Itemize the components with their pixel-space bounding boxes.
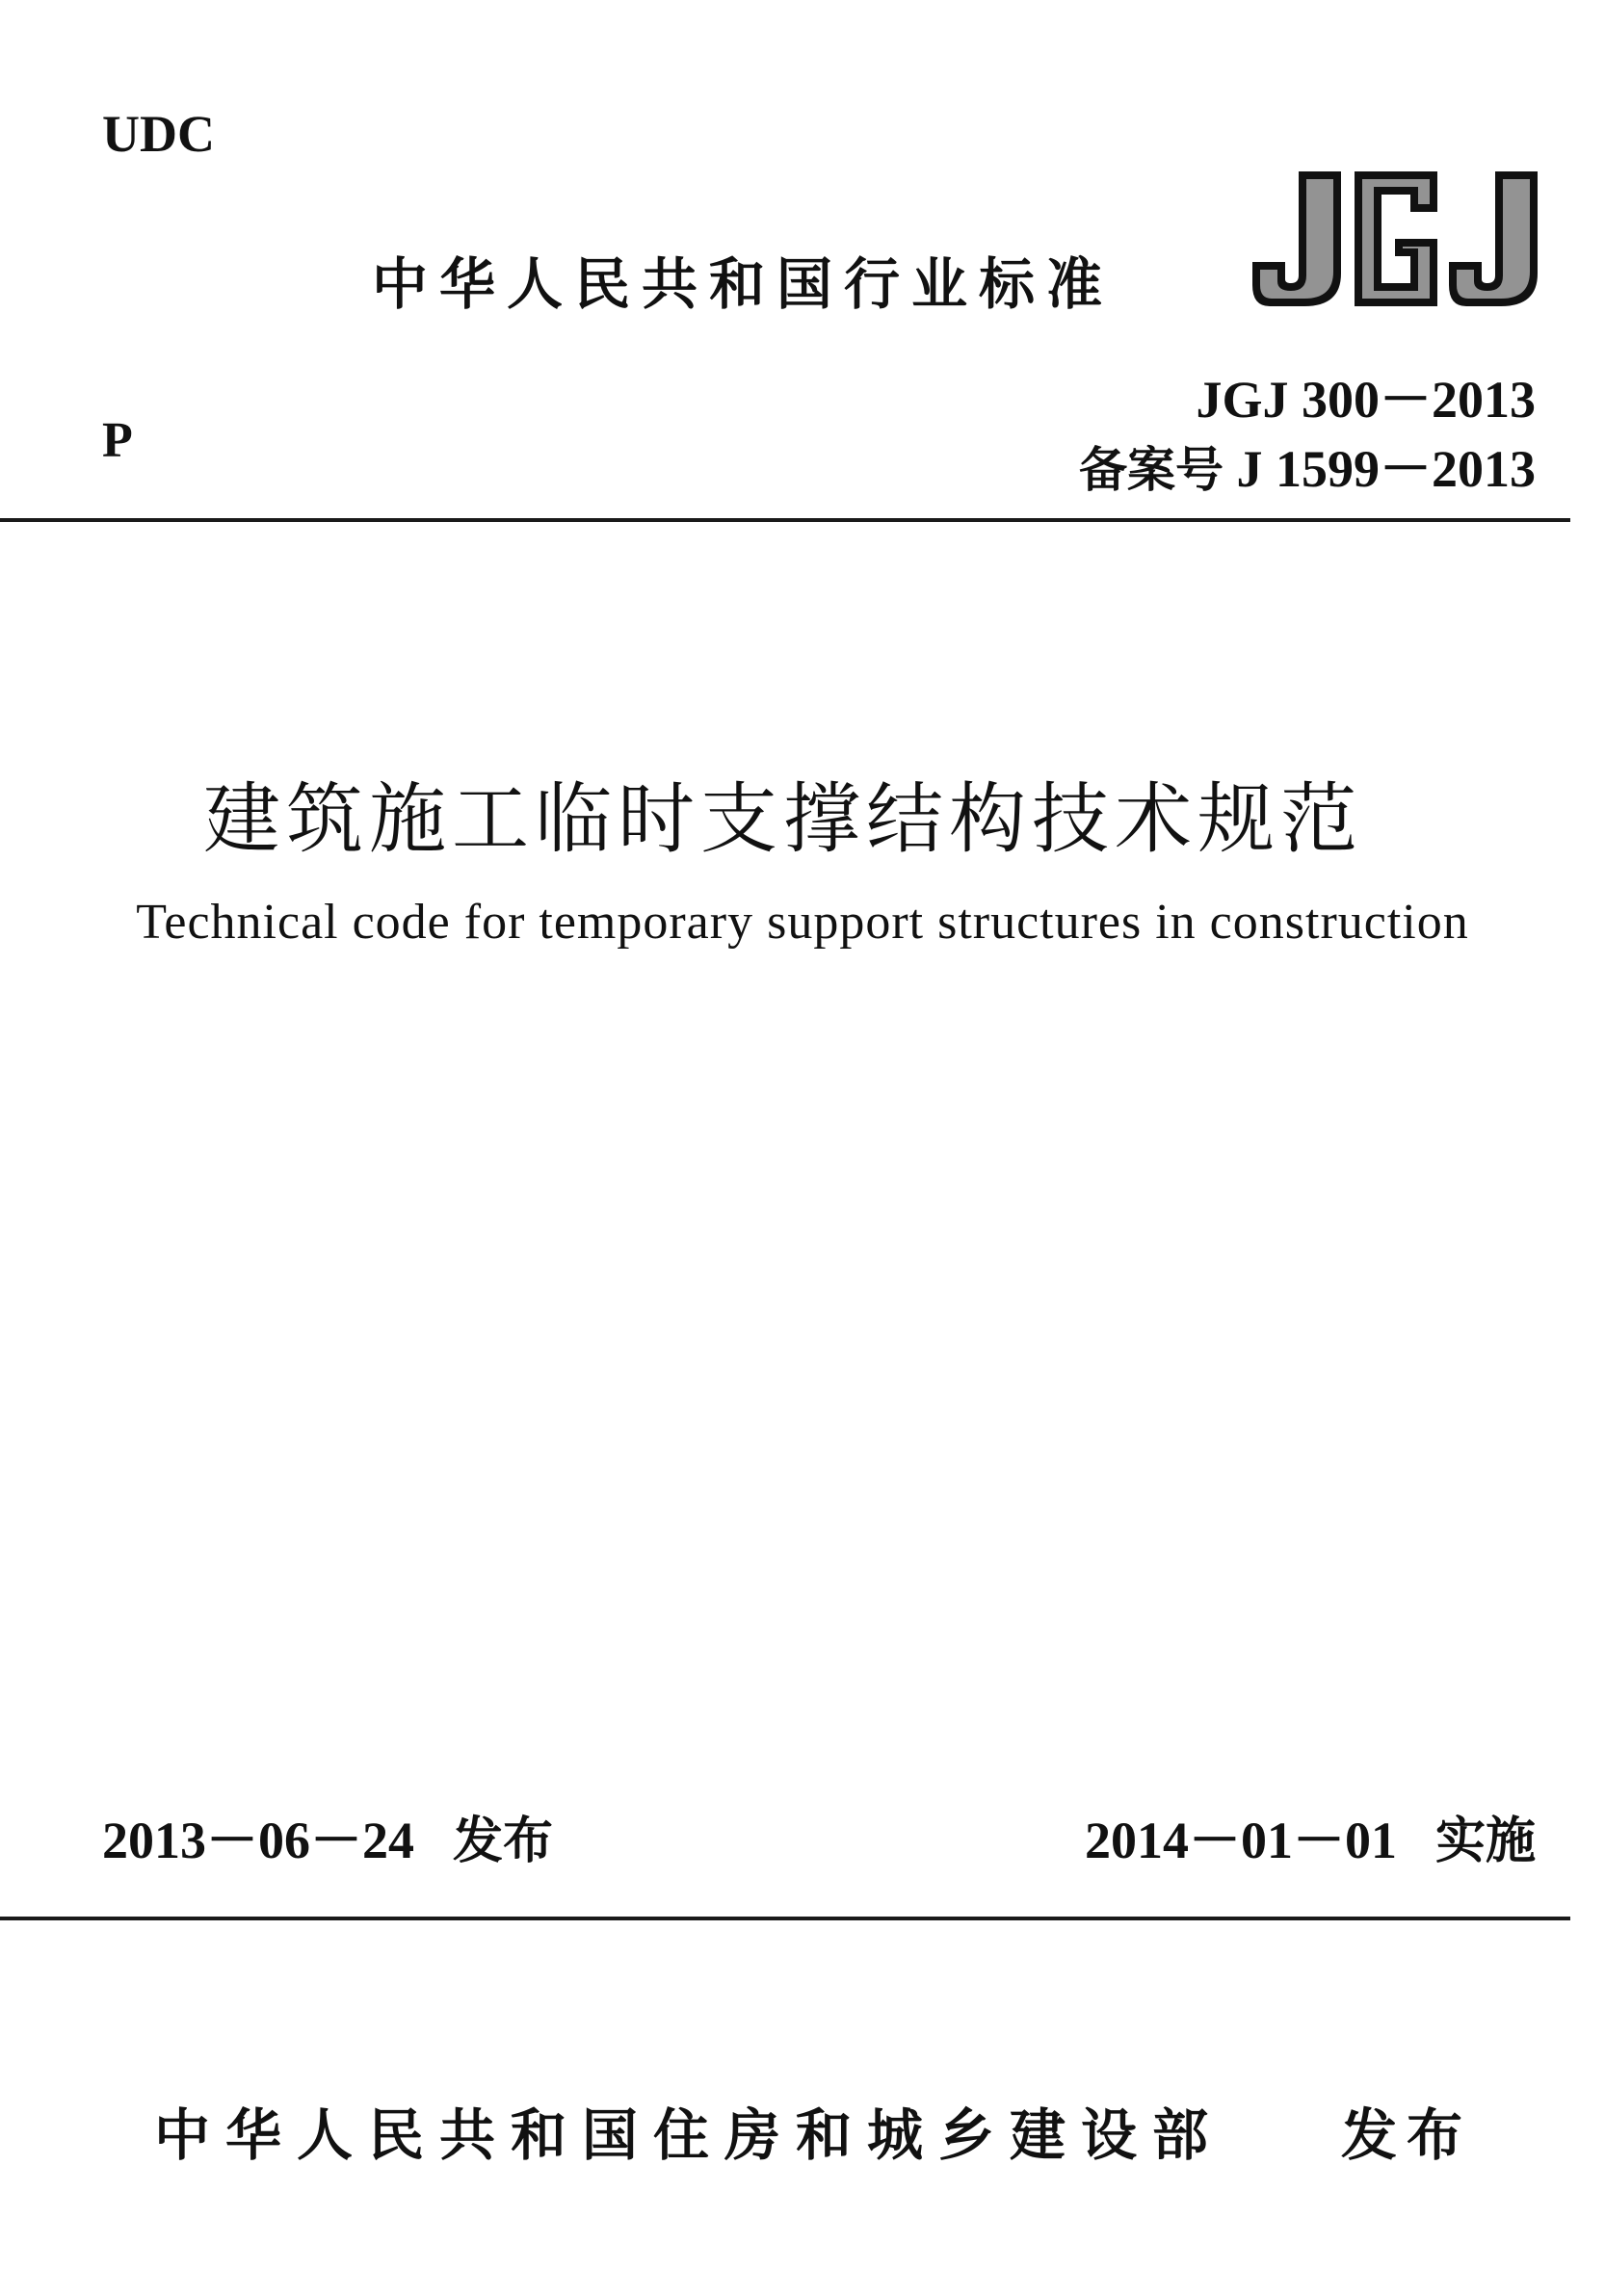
record-label: 备案号 — [1079, 442, 1223, 498]
issue-date: 2013－06－24 — [102, 1812, 414, 1869]
publisher-name: 中华人民共和国住房和城乡建设部 — [154, 2102, 1224, 2168]
implement-label: 实施 — [1434, 1813, 1536, 1870]
title-chinese: 建筑施工临时支撑结构技术规范 — [203, 774, 1363, 864]
svg-text:JGJ: JGJ — [1397, 310, 1399, 311]
classification-code: P — [102, 413, 133, 468]
issue-date-line — [102, 1799, 553, 1873]
footer-divider — [0, 1917, 1570, 1920]
header-divider — [0, 518, 1570, 522]
issue-label: 发布 — [453, 1813, 554, 1870]
implement-date-line — [1085, 1799, 1536, 1873]
record-number-line — [1079, 428, 1536, 502]
standard-number: JGJ 300－2013 — [1196, 371, 1536, 429]
implement-date: 2014－01－01 — [1084, 1812, 1397, 1869]
publish-label: 发布 — [1341, 2102, 1473, 2168]
title-english: Technical code for temporary support structures in construction — [136, 895, 1469, 950]
jgj-logo — [1249, 166, 1545, 312]
record-number: J 1599－2013 — [1236, 440, 1536, 498]
udc-label: UDC — [102, 105, 215, 163]
standard-type: 中华人民共和国行业标准 — [372, 251, 1115, 317]
